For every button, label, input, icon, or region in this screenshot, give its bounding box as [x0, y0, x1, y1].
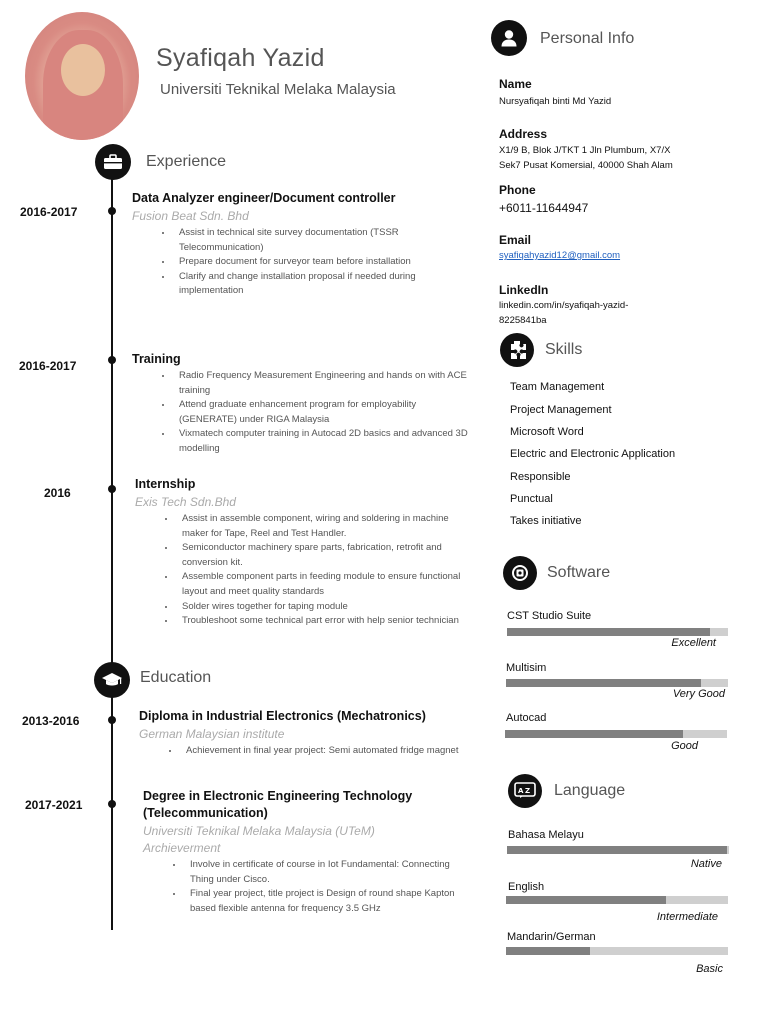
language-name: Mandarin/German — [507, 931, 596, 943]
briefcase-icon — [95, 144, 131, 180]
timeline-dot — [108, 485, 116, 493]
skill-item: Takes initiative — [510, 515, 582, 527]
timeline-line — [111, 160, 113, 930]
address-line-1: X1/9 B, Blok J/TKT 1 Jln Plumbum, X7/X — [499, 145, 671, 156]
software-level-bar — [505, 730, 727, 738]
list-item: • Assist in technical site survey documentation (TSSR Telecommunication) — [173, 226, 468, 255]
education-2-title-line1: Degree in Electronic Engineering Technology — [143, 789, 413, 803]
language-heading: Language — [554, 782, 626, 799]
education-2-title-line2: (Telecommunication) — [143, 806, 268, 820]
software-name: Autocad — [506, 712, 547, 724]
experience-3-company: Exis Tech Sdn.Bhd — [135, 495, 236, 509]
skill-item: Punctual — [510, 493, 553, 505]
education-2-bullets — [166, 858, 474, 916]
software-level-bar — [507, 628, 728, 636]
skill-item: Project Management — [510, 404, 612, 416]
language-level-label: Intermediate — [656, 911, 718, 923]
education-2-note: Archieverment — [143, 841, 221, 855]
experience-1-bullets — [155, 226, 468, 299]
language-level-bar — [506, 896, 728, 904]
address-label: Address — [499, 127, 548, 141]
education-heading: Education — [140, 669, 212, 686]
experience-1-title: Data Analyzer engineer/Document controller — [132, 191, 396, 205]
software-level-label: Good — [671, 740, 698, 752]
software-icon — [503, 556, 537, 590]
software-heading: Software — [547, 564, 611, 581]
experience-1-year: 2016-2017 — [20, 205, 78, 219]
experience-2-title: Training — [132, 352, 181, 366]
person-icon — [491, 20, 527, 56]
education-1-institution: German Malaysian institute — [139, 727, 285, 741]
skill-item: Electric and Electronic Application — [510, 448, 676, 460]
list-item: • Assist in assemble component, wiring and soldering in machine maker for Tape, Reel and Test Handler. — [176, 512, 474, 541]
education-1-title: Diploma in Industrial Electronics (Mechatronics) — [139, 709, 426, 723]
experience-heading: Experience — [146, 153, 227, 170]
language-level-bar — [507, 846, 729, 854]
phone-label: Phone — [499, 183, 536, 197]
education-2-institution: Universiti Teknikal Melaka Malaysia (UTeM) — [143, 824, 375, 838]
timeline-dot — [108, 207, 116, 215]
timeline-dot — [108, 800, 116, 808]
svg-text:Z: Z — [525, 787, 531, 795]
name-value: Nursyafiqah binti Md Yazid — [499, 96, 612, 107]
candidate-name: Syafiqah Yazid — [156, 44, 325, 72]
list-item: • Semiconductor machinery spare parts, fabrication, retrofit and conversion kit. — [176, 541, 474, 570]
linkedin-line-2: 8225841ba — [499, 315, 547, 326]
linkedin-label: LinkedIn — [499, 283, 549, 297]
email-label: Email — [499, 233, 532, 247]
personal-info-heading: Personal Info — [540, 30, 635, 47]
skills-heading: Skills — [545, 341, 583, 358]
experience-2-bullets — [155, 369, 468, 457]
list-item: • Radio Frequency Measurement Engineering and hands on with ACE training — [173, 369, 468, 398]
education-1-year: 2013-2016 — [22, 714, 80, 728]
experience-3-bullets — [158, 512, 474, 629]
language-name: Bahasa Melayu — [508, 829, 584, 841]
skill-item: Microsoft Word — [510, 426, 584, 438]
list-item: • Involve in certificate of course in Iot Fundamental: Connecting Thing under Cisco. — [184, 858, 474, 887]
list-item: • Assemble component parts in feeding module to ensure functional layout and meet quality standards — [176, 570, 474, 599]
timeline-dot — [108, 716, 116, 724]
address-line-2: Sek7 Pusat Komersial, 40000 Shah Alam — [499, 160, 673, 171]
profile-photo — [25, 12, 139, 140]
list-item: • Solder wires together for taping module — [176, 600, 474, 615]
list-item: • Clarify and change installation proposal if needed during implementation — [173, 270, 468, 299]
timeline-dot — [108, 356, 116, 364]
experience-1-company: Fusion Beat Sdn. Bhd — [132, 209, 249, 223]
list-item: • Attend graduate enhancement program for employability (GENERATE) under RIGA Malaysia — [173, 398, 468, 427]
language-level-bar — [506, 947, 728, 955]
language-level-label: Basic — [696, 963, 723, 975]
list-item: • Troubleshoot some technical part error with help senior technician — [176, 614, 474, 629]
experience-2-year: 2016-2017 — [19, 359, 77, 373]
experience-3-title: Internship — [135, 477, 196, 491]
linkedin-line-1: linkedin.com/in/syafiqah-yazid- — [499, 300, 629, 311]
software-level-label: Excellent — [671, 637, 716, 649]
software-level-bar — [506, 679, 728, 687]
list-item: • Achievement in final year project: Semi automated fridge magnet — [180, 744, 460, 759]
language-level-label: Native — [690, 858, 722, 870]
skill-item: Team Management — [510, 381, 605, 393]
svg-text:A: A — [518, 787, 524, 795]
puzzle-icon — [500, 333, 534, 367]
language-name: English — [508, 881, 545, 893]
software-name: Multisim — [506, 662, 547, 674]
phone-value: +6011-11644947 — [499, 201, 589, 215]
education-1-bullets — [162, 744, 460, 759]
experience-3-year: 2016 — [44, 486, 71, 500]
education-2-year: 2017-2021 — [25, 798, 83, 812]
list-item: • Prepare document for surveyor team before installation — [173, 255, 468, 270]
software-name: CST Studio Suite — [507, 610, 592, 622]
skill-item: Responsible — [510, 471, 571, 483]
list-item: • Final year project, title project is Design of round shape Kapton based flexible antenna for frequency 3.5 GHz — [184, 887, 474, 916]
email-link[interactable]: syafiqahyazid12@gmail.com — [499, 250, 621, 261]
candidate-university: Universiti Teknikal Melaka Malaysia — [160, 81, 396, 98]
software-level-label: Very Good — [672, 688, 725, 700]
name-label: Name — [499, 77, 532, 91]
graduation-cap-icon — [94, 662, 130, 698]
language-icon — [508, 774, 542, 808]
list-item: • Vixmatech computer training in Autocad 2D basics and advanced 3D modelling — [173, 427, 468, 456]
